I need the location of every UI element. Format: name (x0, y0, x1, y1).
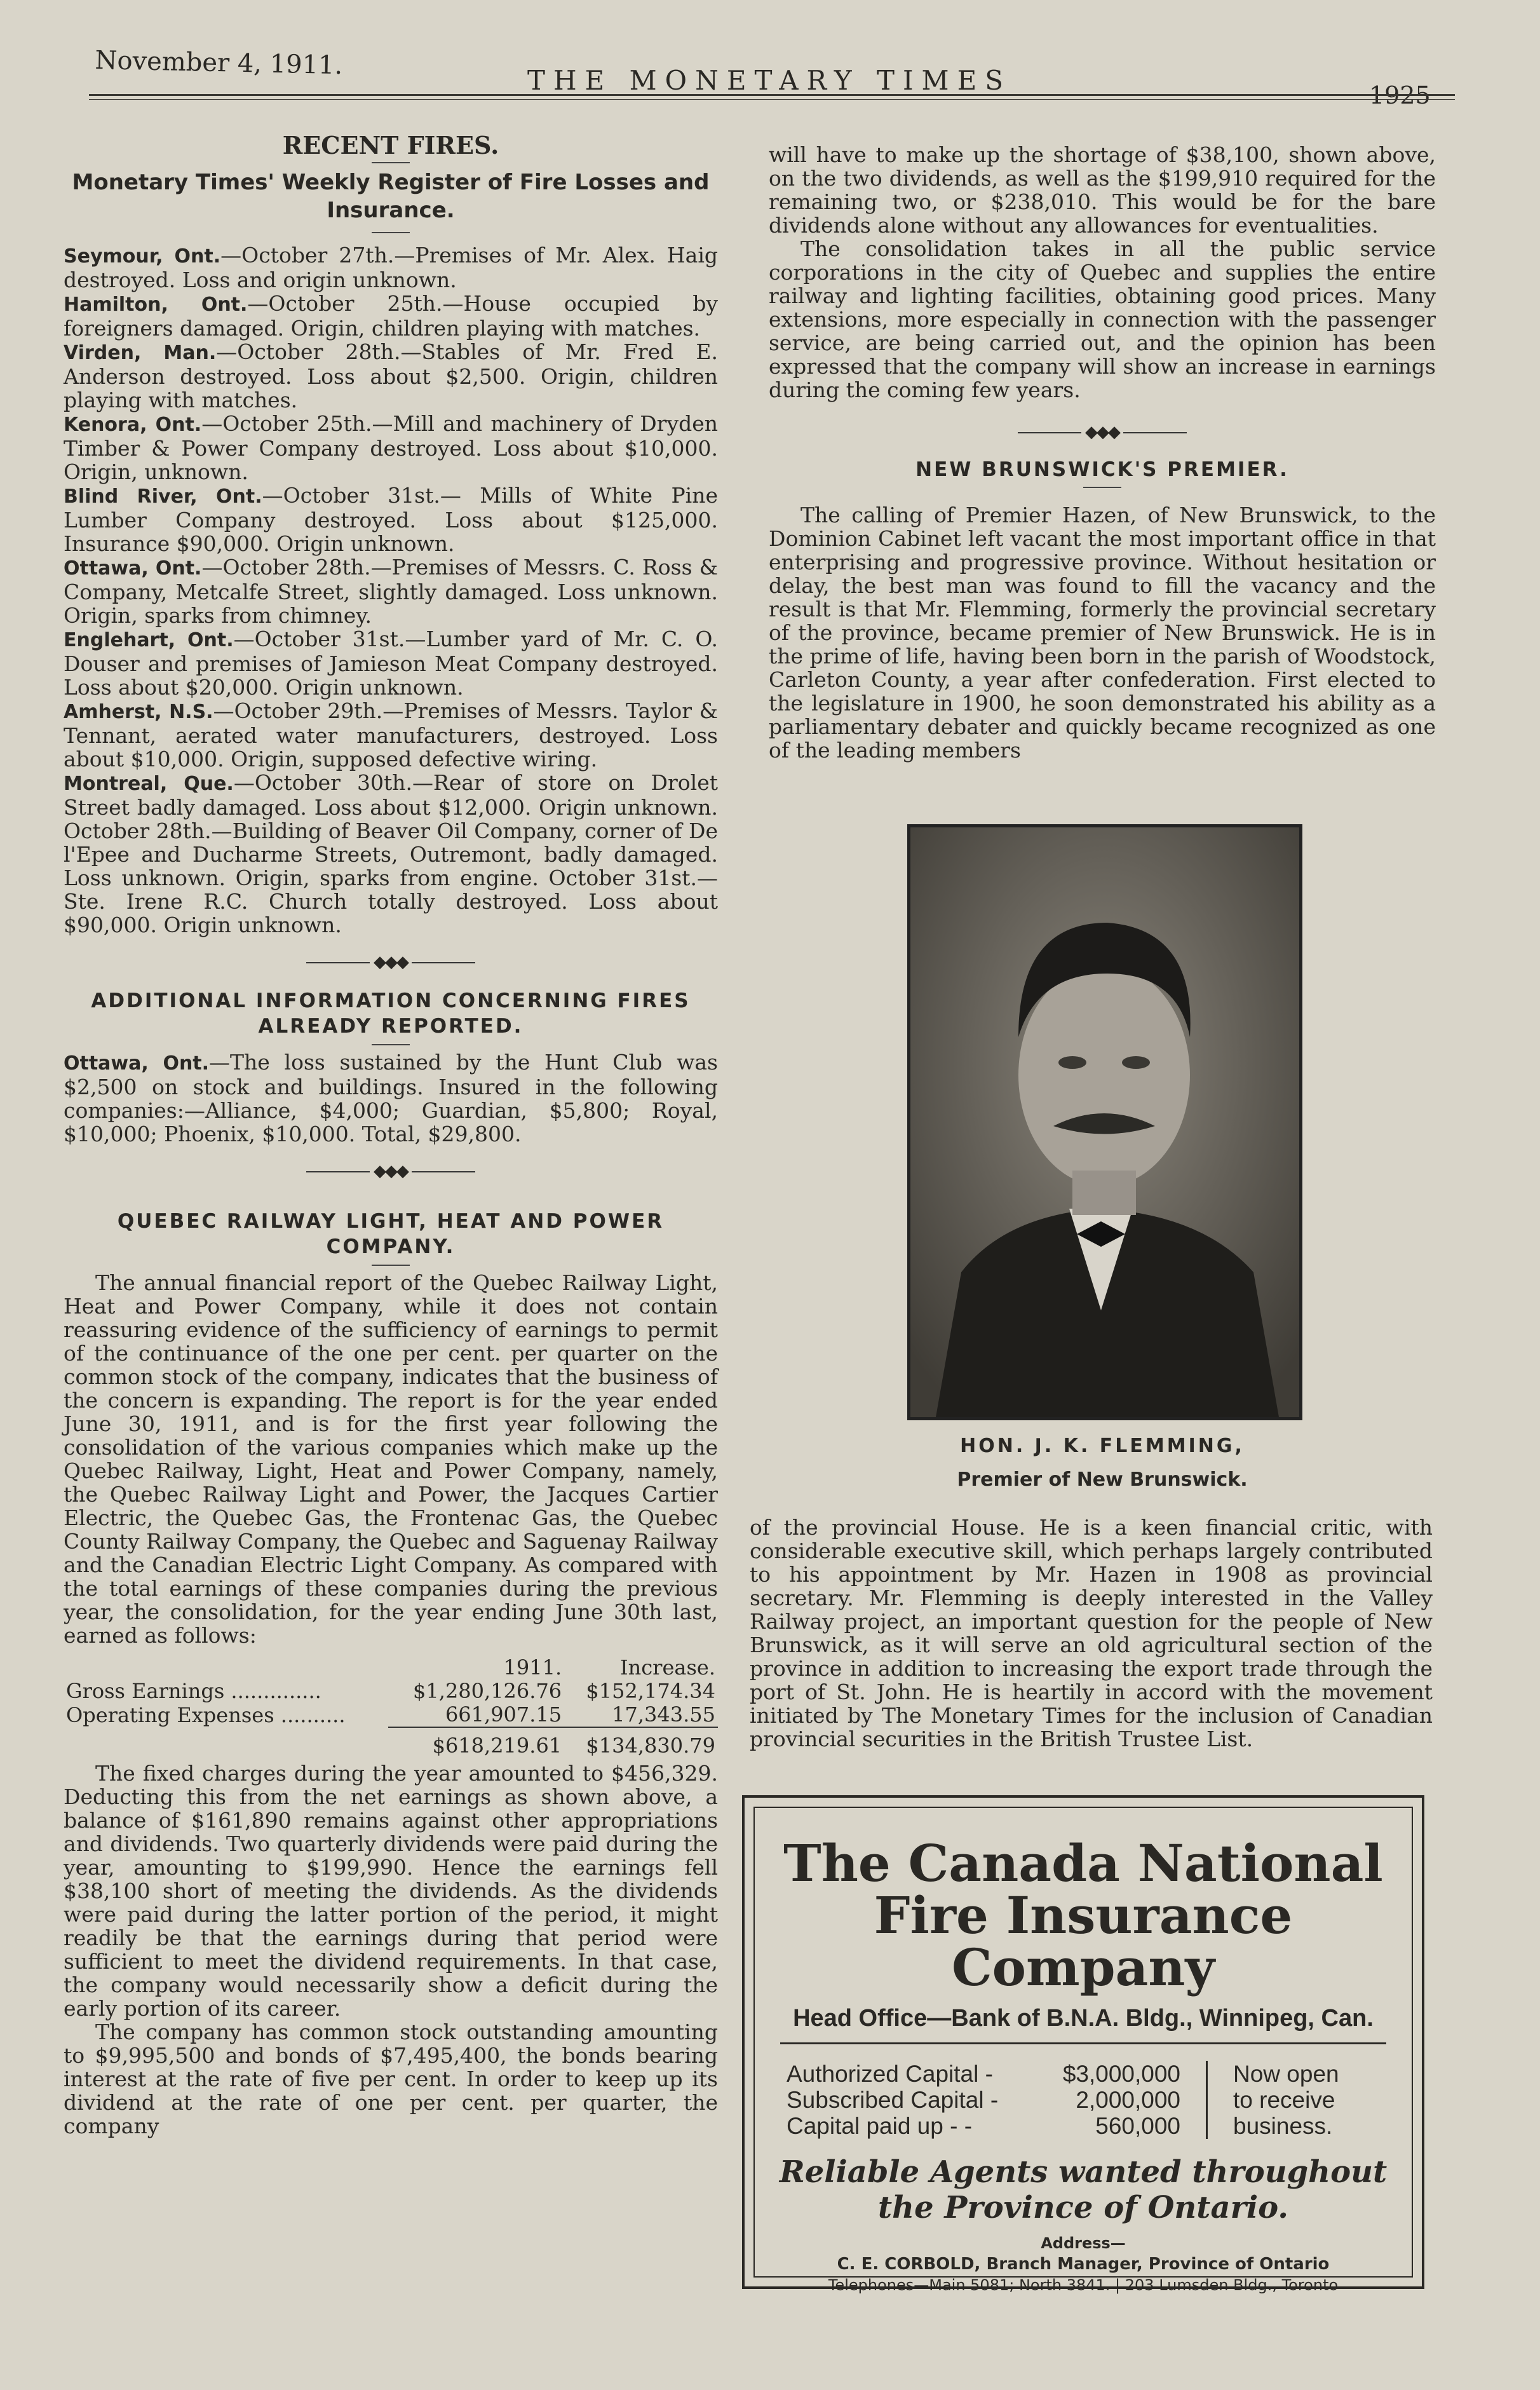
quebec-para-3: The company has common stock outstanding amounting to $9,995,500 and bonds of $7,495,400, the bonds bearing interest at the rate of five per cent. In order to keep up its dividend at the rate of one per cent. per quarter, the company (64, 2020, 718, 2138)
fire-entry-place: Seymour, Ont. (64, 245, 221, 268)
quebec-railway-heading: QUEBEC RAILWAY LIGHT, HEAT AND POWER COMPANY. (117, 1210, 665, 1258)
additional-info-text: —The loss sustained by the Hunt Club was $2,500 on stock and buildings. Insured in the following companies:—Alliance, $4,000; Guardian, $5,800; Royal, $10,000; Phoenix, $10,000. Total, $29,800. (64, 1050, 718, 1146)
capital-value: $3,000,000 (1062, 2061, 1180, 2087)
open-notice-line: business. (1233, 2113, 1333, 2139)
section-ornament: ◆◆◆ (64, 1160, 718, 1183)
caption-title: Premier of New Brunswick. (957, 1469, 1248, 1491)
ad-head-office: Head Office—Bank of B.N.A. Bldg., Winnipeg, Can. (793, 2005, 1374, 2032)
open-notice-line: Now open (1233, 2061, 1339, 2087)
section-ornament: ◆◆◆ (769, 421, 1436, 444)
divider (372, 1265, 410, 1266)
fire-entry-text: —October 30th.—Rear of store on Drolet Street badly damaged. Loss about $12,000. Origin unknown. October 28th.—Building of Beaver Oil Company, corner of De l'Epee and Ducharme Streets, Outremont, badly damaged. Loss unknown. Origin, sparks from engine. October 31st.—Ste. Irene R.C. Church totally destroyed. Loss about $90,000. Origin unknown. (64, 770, 718, 937)
row-label: Operating Expenses .......... (66, 1702, 346, 1727)
fire-entry (64, 292, 718, 340)
portrait-photo (907, 824, 1302, 1420)
ad-capital-row (787, 2087, 1180, 2113)
row-value: 661,907.15 (388, 1703, 564, 1727)
ad-address-label: Address— (1041, 2234, 1126, 2252)
quebec-para-2: The fixed charges during the year amounted to $456,329. Deducting this from the net earnings as shown above, a balance of $161,890 remains against other appropriations and dividends. Two quarterly dividends were paid during the year, amounting to $199,990. Hence the earnings fell $38,100 short of meeting the dividends. As the dividends were paid during the latter portion of the period, it might readily be that the earnings during that period were sufficient to meet the dividend requirements. In that case, the company would necessarily show a deficit during the early portion of its career. (64, 1761, 718, 2021)
fire-entry-place: Kenora, Ont. (64, 414, 202, 436)
fire-entry (64, 771, 718, 937)
additional-info-entry (64, 1050, 718, 1146)
additional-info-heading: ADDITIONAL INFORMATION CONCERNING FIRES ALREADY REPORTED. (91, 989, 691, 1038)
fire-list (64, 243, 718, 937)
fire-entry (64, 627, 718, 699)
capital-label: Authorized Capital - (787, 2061, 993, 2087)
ad-telephones: Telephones—Main 5081; North 3841. | 203 Lumsden Bldg., Toronto (828, 2276, 1339, 2294)
caption-name: HON. J. K. FLEMMING, (960, 1435, 1245, 1457)
fire-entry (64, 555, 718, 627)
divider (372, 232, 410, 233)
ad-open-notice (1206, 2061, 1339, 2139)
ad-company-line-2: Fire Insurance Company (874, 1885, 1293, 1997)
ad-capital-row (787, 2113, 1180, 2139)
header-rule-top (89, 94, 1455, 96)
ad-capital-list (787, 2061, 1193, 2139)
fire-entry-place: Hamilton, Ont. (64, 294, 248, 316)
ad-company-line-1: The Canada National (783, 1833, 1383, 1893)
advertisement-box (742, 1795, 1424, 2294)
right-column-middle (750, 1516, 1433, 1751)
fire-entry-text: —October 29th.—Premises of Messrs. Taylor & Tennant, aerated water manufacturers, destroyed. Loss about $10,000. Origin, supposed defective wiring. (64, 698, 718, 771)
fires-register-subheading: Monetary Times' Weekly Register of Fire Losses and Insurance. (72, 170, 710, 223)
portrait-caption (902, 1435, 1302, 1491)
fire-entry-text: —October 25th.—House occupied by foreigners damaged. Origin, children playing with matches. (64, 291, 718, 341)
fire-entry-text: —October 27th.—Premises of Mr. Alex. Haig destroyed. Loss and origin unknown. (64, 243, 719, 292)
left-column (64, 133, 718, 2138)
right-column-top (769, 143, 1436, 762)
table-header-increase: Increase. (619, 1655, 715, 1680)
fire-entry-text: —October 25th.—Mill and machinery of Dryden Timber & Power Company destroyed. Loss about $10,000. Origin, unknown. (64, 411, 718, 484)
divider (1083, 487, 1121, 488)
portrait-illustration (910, 827, 1299, 1417)
new-brunswick-para-1: The calling of Premier Hazen, of New Brunswick, to the Dominion Cabinet left vacant the most important office in that enterprising and progressive province. Without hesitation or delay, the best man was found to fill the vacancy and the result is that Mr. Flemming, formerly the provincial secretary of the province, became premier of New Brunswick. He is in the prime of life, having been born in the parish of Woodstock, Carleton County, a year after confederation. First elected to the legislature in 1900, he soon demonstrated his ability as a parliamentary debater and quickly became recognized as one of the leading members (769, 503, 1436, 763)
page-number: 1925 (1369, 81, 1431, 109)
open-notice-line: to receive (1233, 2087, 1335, 2113)
table-header-1911: 1911. (503, 1655, 562, 1680)
publication-title: THE MONETARY TIMES (527, 65, 1011, 96)
fire-entry-place: Englehart, Ont. (64, 629, 234, 651)
quebec-para-1: The annual financial report of the Quebec Railway Light, Heat and Power Company, while it does not contain reassuring evidence of the sufficiency of earnings to permit of the continuance of the one per cent. per quarter on the common stock of the company, indicates that the business of the concern is expanding. The report is for the year ended June 30, 1911, and is for the first year following the consolidation of the various companies which make up the Quebec Railway, Light, Heat and Power Company, namely, the Quebec Railway Light and Power, the Jacques Cartier Electric, the Quebec Gas, the Frontenac Gas, the Quebec County Railway Company, the Quebec and Saguenay Railway and the Canadian Electric Light Company. As compared with the total earnings of these companies during the previous year, the consolidation, for the year ending June 30th last, earned as follows: (64, 1270, 718, 1648)
ad-capital-section (787, 2061, 1393, 2139)
section-ornament: ◆◆◆ (64, 951, 718, 974)
new-brunswick-heading: NEW BRUNSWICK'S PREMIER. (915, 458, 1289, 481)
capital-value: 2,000,000 (1076, 2087, 1180, 2113)
advertisement-inner (753, 1807, 1413, 2294)
fire-entry-place: Virden, Man. (64, 342, 217, 364)
fire-entry-place: Montreal, Que. (64, 773, 234, 795)
fire-entry (64, 243, 718, 292)
fire-entry-text: —October 28th.—Stables of Mr. Fred E. Anderson destroyed. Loss about $2,500. Origin, children playing with matches. (64, 339, 719, 412)
fire-entry-text: —October 31st.—Lumber yard of Mr. C. O. Douser and premises of Jamieson Meat Company destroyed. Loss about $20,000. Origin unknown. (64, 627, 719, 700)
ad-capital-row (787, 2061, 1180, 2087)
fire-entry-place: Blind River, Ont. (64, 485, 262, 508)
table-total-row (64, 1727, 718, 1758)
fire-entry (64, 699, 718, 771)
fire-entry-place: Amherst, N.S. (64, 701, 213, 723)
new-brunswick-para-2: of the provincial House. He is a keen financial critic, with considerable executive skill, which perhaps largely contributed to his appointment by Mr. Hazen in 1908 as provincial secretary. Mr. Flemming is deeply interested in the Valley Railway project, an important question for the people of New Brunswick, as it will serve an old agricultural section of the province in addition to increasing the export trade through the port of St. John. He is heartily in accord with the movement initiated by The Monetary Times for the inclusion of Canadian provincial securities in the British Trustee List. (750, 1515, 1433, 1751)
quebec-para-4: The consolidation takes in all the public service corporations in the city of Quebec and supplies the entire railway and lighting facilities, obtaining good prices. Many extensions, more especially in connection with the passenger service, are being carried out, and the opinion has been expressed that the company will show an increase in earnings during the coming few years. (769, 236, 1436, 402)
table-row (64, 1680, 718, 1703)
ad-agents-line-2: the Province of Ontario. (878, 2190, 1288, 2225)
row-increase: $152,174.34 (586, 1679, 715, 1703)
fire-entry (64, 412, 718, 484)
ad-manager: C. E. CORBOLD, Branch Manager, Province of Ontario (837, 2255, 1330, 2274)
fire-entry-text: —October 28th.—Premises of Messrs. C. Ross & Company, Metcalfe Street, slightly damaged. Loss unknown. Origin, sparks from chimney. (64, 555, 719, 628)
total-increase: $134,830.79 (586, 1734, 715, 1758)
header-rule-bottom (89, 99, 1455, 100)
quebec-para-continued: will have to make up the shortage of $38,100, shown above, on the two dividends, as well as the $199,910 required for the remaining two, or $238,010. This would be for the bare dividends alone without any allowances for eventualities. (769, 142, 1436, 238)
fire-entry-place: Ottawa, Ont. (64, 557, 202, 580)
issue-date: November 4, 1911. (95, 46, 343, 81)
fire-entry-text: —October 31st.— Mills of White Pine Lumber Company destroyed. Loss about $125,000. Insurance $90,000. Origin unknown. (64, 483, 718, 556)
fire-entry (64, 484, 718, 555)
row-increase: 17,343.55 (564, 1703, 718, 1727)
row-value: $1,280,126.76 (413, 1679, 562, 1703)
total-value: $618,219.61 (432, 1734, 562, 1758)
table-header-label (64, 1656, 388, 1680)
ad-agents-line-1: Reliable Agents wanted throughout (779, 2154, 1388, 2190)
capital-label: Subscribed Capital - (787, 2087, 999, 2113)
recent-fires-heading: RECENT FIRES. (282, 131, 499, 160)
capital-value: 560,000 (1095, 2113, 1180, 2139)
divider (372, 1044, 410, 1045)
row-label: Gross Earnings .............. (66, 1679, 321, 1703)
fire-entry (64, 340, 718, 412)
ad-divider (780, 2042, 1386, 2044)
table-row (64, 1703, 718, 1727)
earnings-table (64, 1656, 718, 1758)
capital-label: Capital paid up - - (787, 2113, 973, 2139)
divider (372, 162, 410, 163)
additional-info-place: Ottawa, Ont. (64, 1052, 210, 1075)
